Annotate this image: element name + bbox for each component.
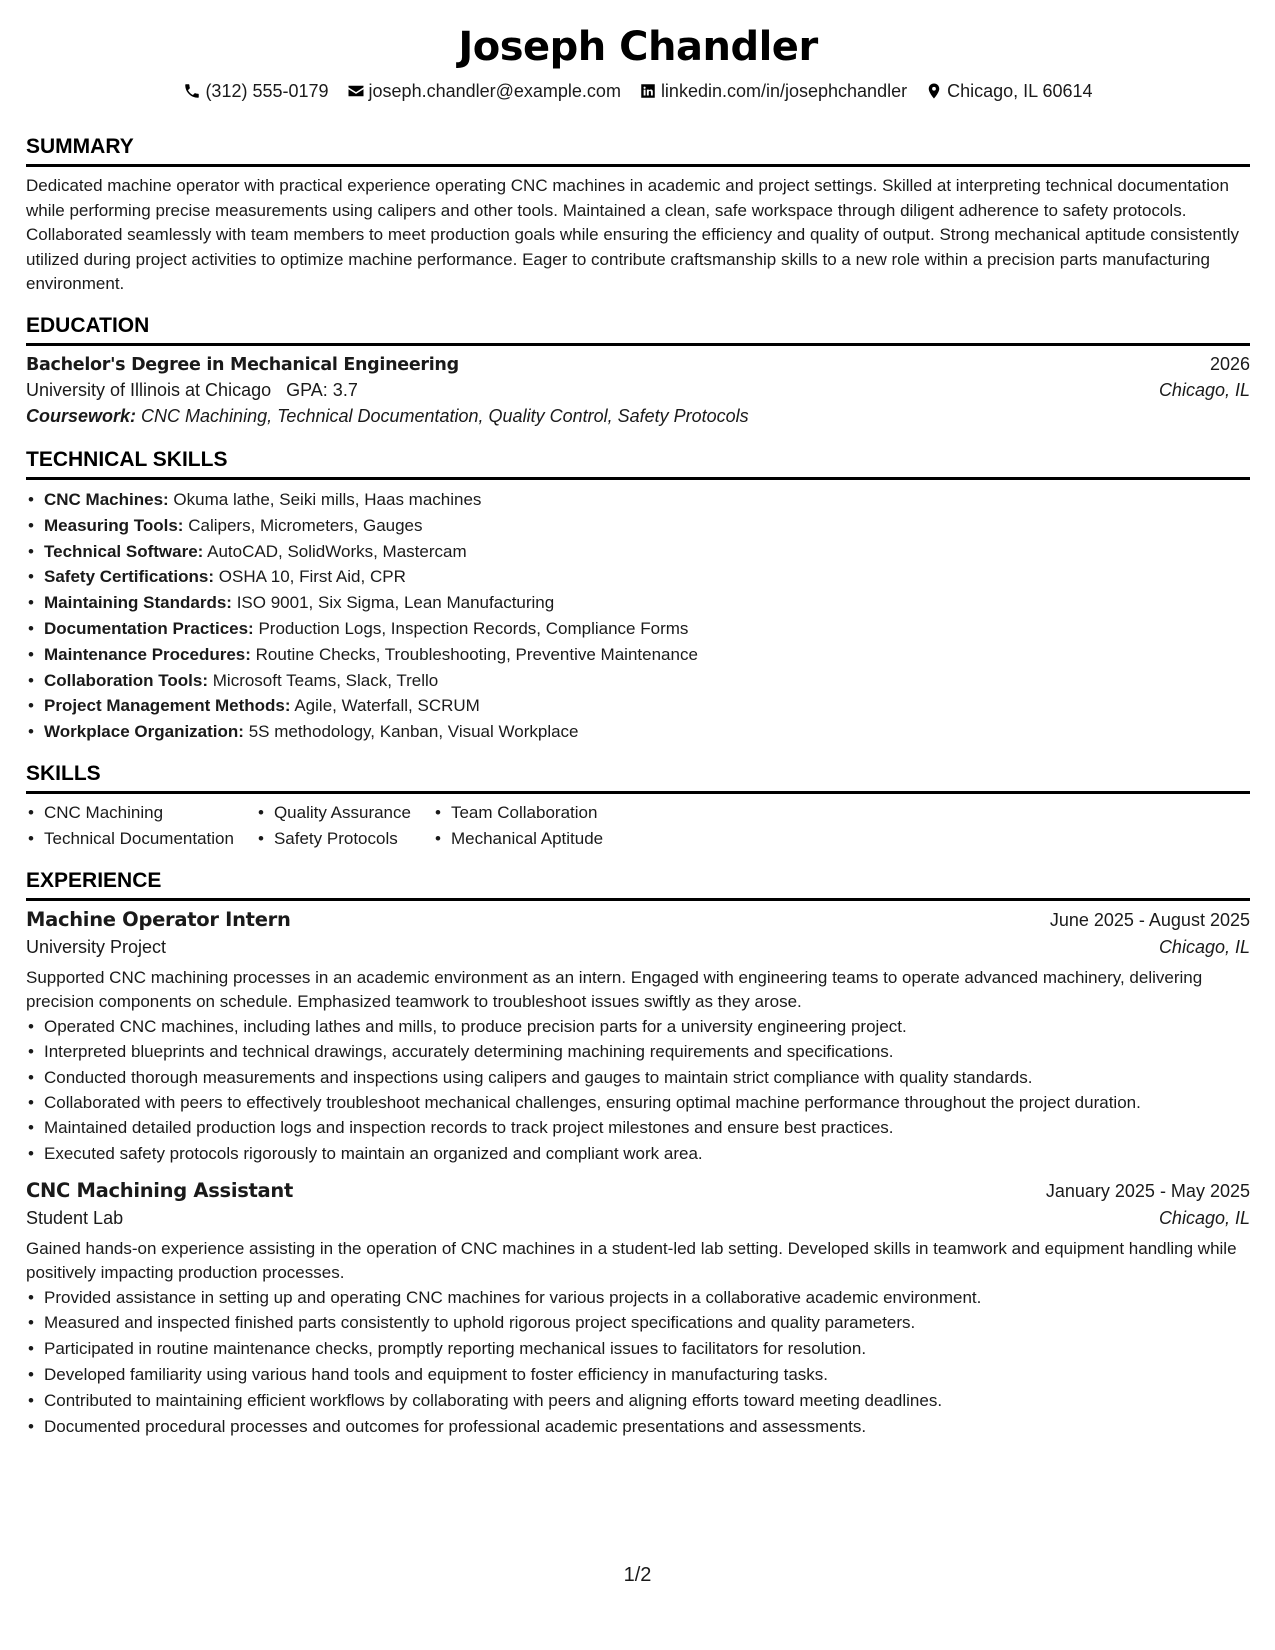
technical-skills-section	[26, 447, 1250, 745]
list-item: • Quality Assurance	[256, 800, 411, 826]
envelope-icon	[347, 82, 365, 100]
list-item: • Developed familiarity using various hand tools and equipment to foster efficiency in manufacturing tasks.	[26, 1362, 1250, 1388]
list-item: • Mechanical Aptitude	[433, 826, 603, 852]
school-info	[26, 380, 358, 401]
job-entry	[26, 1179, 1250, 1440]
experience-section	[26, 868, 1250, 1440]
skill-label: CNC Machines:	[44, 489, 169, 509]
map-marker-icon	[925, 82, 943, 100]
job-dates: June 2025 - August 2025	[1049, 909, 1250, 930]
coursework-list: CNC Machining, Technical Documentation, Quality Control, Safety Protocols	[141, 405, 749, 426]
list-item	[26, 668, 1250, 694]
coursework-line	[26, 406, 1250, 427]
summary-section	[26, 134, 1250, 297]
resume-page	[26, 0, 1250, 1439]
skill-label: Documentation Practices:	[44, 618, 254, 638]
list-item	[26, 642, 1250, 668]
school-location: Chicago, IL	[1158, 379, 1250, 400]
section-title-summary: SUMMARY	[26, 134, 1250, 167]
skill-value: Agile, Waterfall, SCRUM	[294, 696, 480, 716]
page-number: 1/2	[623, 1564, 652, 1586]
contact-email[interactable]	[347, 81, 621, 102]
job-header-row	[26, 908, 1250, 931]
job-description: Gained hands-on experience assisting in the operation of CNC machines in a student-led lab setting. Developed skills in teamwork and equipment handling while positively impacting production processes.	[26, 1238, 1237, 1282]
skill-value: OSHA 10, First Aid, CPR	[218, 567, 406, 587]
degree-name: Bachelor's Degree in Mechanical Engineering	[26, 354, 459, 375]
job-location: Chicago, IL	[1158, 1207, 1250, 1228]
skills-column	[26, 800, 234, 852]
list-item: • Documented procedural processes and outcomes for professional academic presentations and assessments.	[26, 1414, 1250, 1440]
skills-column	[433, 800, 603, 852]
list-item	[26, 590, 1250, 616]
email-text[interactable]: joseph.chandler@example.com	[368, 80, 621, 101]
list-item	[26, 693, 1250, 719]
job-dates: January 2025 - May 2025	[1045, 1180, 1250, 1201]
skill-label: Workplace Organization:	[44, 722, 244, 742]
technical-skills-list	[26, 487, 1250, 745]
list-item	[26, 616, 1250, 642]
job-header-row	[26, 1179, 1250, 1202]
phone-icon	[183, 82, 201, 100]
job-description: Supported CNC machining processes in an academic environment as an intern. Engaged with engineering teams to operate advanced machinery, delivering precision components on schedule. Emphasized teamwork to troubleshoot issues swiftly as they arose.	[26, 967, 1203, 1011]
list-item: • CNC Machining	[26, 800, 234, 826]
job-organization: University Project	[26, 936, 167, 957]
phone-text: (312) 555-0179	[205, 80, 329, 101]
job-title: Machine Operator Intern	[26, 907, 291, 931]
skill-label: Maintaining Standards:	[44, 593, 232, 613]
section-title-skills: SKILLS	[26, 761, 1250, 794]
list-item: • Provided assistance in setting up and operating CNC machines for various projects in a collaborative academic environment.	[26, 1285, 1250, 1311]
job-org-row	[26, 937, 1250, 958]
education-section	[26, 313, 1250, 427]
list-item: • Team Collaboration	[433, 800, 603, 826]
skill-label: Measuring Tools:	[44, 515, 184, 535]
location-text: Chicago, IL 60614	[947, 80, 1093, 101]
skills-column	[256, 800, 411, 852]
skills-list	[26, 800, 234, 852]
skill-label: Technical Software:	[44, 541, 204, 561]
school-name: University of Illinois at Chicago	[26, 379, 272, 400]
summary-text: Dedicated machine operator with practical experience operating CNC machines in academic and project settings. Skilled at interpreting technical documentation while performing precise measurements using calipers and other tools. Maintained a clean, safe workspace through diligent adherence to safety protocols. Collaborated seamlessly with team members to meet production goals while ensuring the efficiency and quality of output. Strong mechanical aptitude consistently utilized during project activities to optimize machine performance. Eager to contribute craftsmanship skills to a new role within a precision parts manufacturing environment.	[26, 176, 1240, 294]
skill-value: Microsoft Teams, Slack, Trello	[212, 670, 439, 690]
job-title: CNC Machining Assistant	[26, 1178, 293, 1202]
list-item: • Contributed to maintaining efficient workflows by collaborating with peers and aligning efforts toward meeting deadlines.	[26, 1388, 1250, 1414]
skill-value: AutoCAD, SolidWorks, Mastercam	[207, 541, 467, 561]
job-location: Chicago, IL	[1158, 936, 1250, 957]
graduation-year: 2026	[1209, 353, 1250, 374]
list-item: • Conducted thorough measurements and inspections using calipers and gauges to maintain strict compliance with quality standards.	[26, 1065, 1250, 1091]
skill-label: Project Management Methods:	[44, 696, 291, 716]
section-title-education: EDUCATION	[26, 313, 1250, 346]
skill-value: Routine Checks, Troubleshooting, Preventive Maintenance	[255, 644, 698, 664]
contact-linkedin[interactable]	[639, 81, 907, 102]
skill-value: 5S methodology, Kanban, Visual Workplace	[248, 722, 579, 742]
list-item	[26, 539, 1250, 565]
skill-label: Collaboration Tools:	[44, 670, 209, 690]
section-title-technical-skills: TECHNICAL SKILLS	[26, 447, 1250, 480]
job-bullets	[26, 1014, 1250, 1167]
list-item	[26, 487, 1250, 513]
skill-value: Okuma lathe, Seiki mills, Haas machines	[173, 489, 482, 509]
skills-list	[256, 800, 411, 852]
education-school-row	[26, 380, 1250, 401]
skills-grid	[26, 800, 1250, 852]
job-bullets	[26, 1285, 1250, 1440]
section-title-experience: EXPERIENCE	[26, 868, 1250, 901]
skills-list	[433, 800, 603, 852]
list-item: • Interpreted blueprints and technical drawings, accurately determining machining requirements and specifications.	[26, 1039, 1250, 1065]
contact-phone	[183, 81, 328, 102]
list-item: • Executed safety protocols rigorously to maintain an organized and compliant work area.	[26, 1141, 1250, 1167]
skill-value: Calipers, Micrometers, Gauges	[188, 515, 423, 535]
list-item	[26, 513, 1250, 539]
list-item	[26, 564, 1250, 590]
skill-value: ISO 9001, Six Sigma, Lean Manufacturing	[236, 593, 555, 613]
list-item	[26, 719, 1250, 745]
linkedin-icon	[639, 82, 657, 100]
list-item: • Maintained detailed production logs and inspection records to track project milestones and ensure best practices.	[26, 1115, 1250, 1141]
list-item: • Technical Documentation	[26, 826, 234, 852]
job-organization: Student Lab	[26, 1207, 124, 1228]
gpa: GPA: 3.7	[286, 379, 358, 400]
list-item: • Operated CNC machines, including lathes and mills, to produce precision parts for a university engineering project.	[26, 1014, 1250, 1040]
skills-section	[26, 761, 1250, 852]
list-item: • Participated in routine maintenance checks, promptly reporting mechanical issues to facilitators for resolution.	[26, 1336, 1250, 1362]
education-header-row	[26, 354, 1250, 375]
list-item: • Measured and inspected finished parts consistently to uphold rigorous project specifications and quality parameters.	[26, 1310, 1250, 1336]
list-item: • Collaborated with peers to effectively troubleshoot mechanical challenges, ensuring optimal machine performance throughout the project duration.	[26, 1091, 1250, 1115]
candidate-name: Joseph Chandler	[458, 24, 818, 70]
job-entry	[26, 908, 1250, 1167]
list-item: • Safety Protocols	[256, 826, 411, 852]
skill-label: Safety Certifications:	[44, 567, 215, 587]
linkedin-text[interactable]: linkedin.com/in/josephchandler	[660, 80, 908, 101]
skill-value: Production Logs, Inspection Records, Compliance Forms	[258, 618, 689, 638]
contact-location	[925, 81, 1092, 102]
contact-bar	[26, 79, 1250, 103]
job-org-row	[26, 1208, 1250, 1229]
coursework-label: Coursework:	[26, 405, 137, 426]
skill-label: Maintenance Procedures:	[44, 644, 251, 664]
